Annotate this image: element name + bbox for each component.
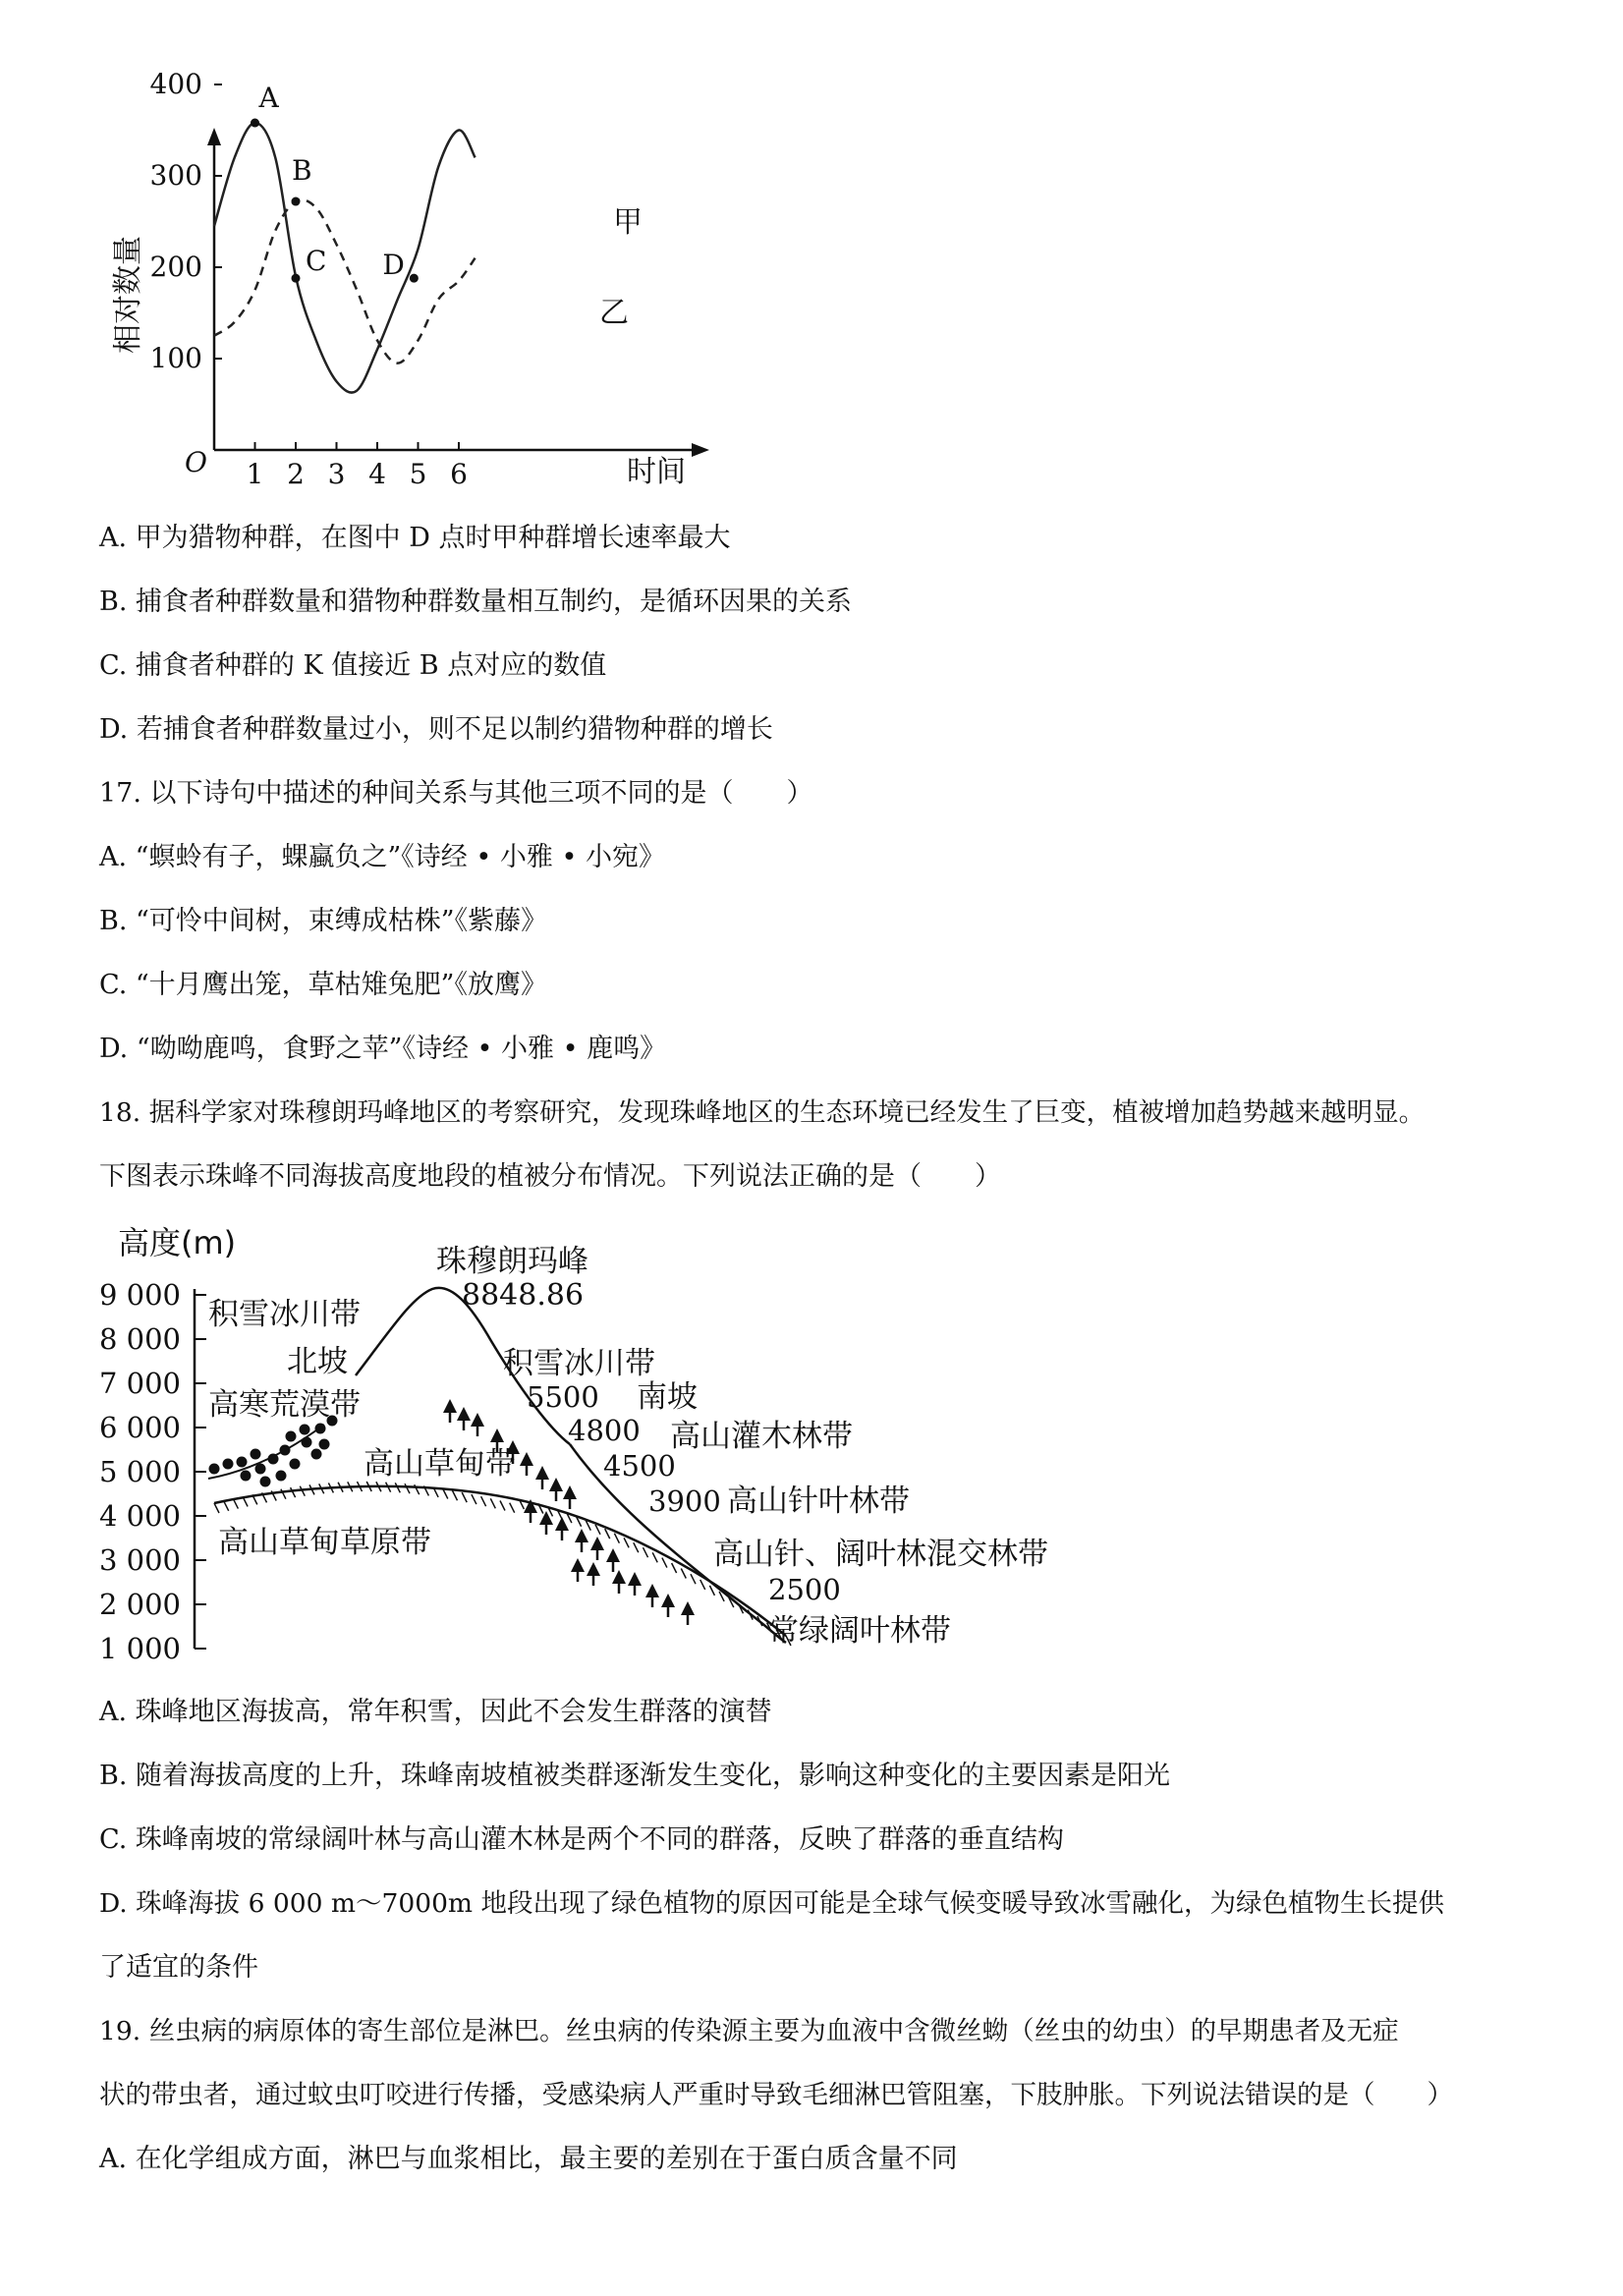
diagram-y-tick-label: 3 000 (98, 1543, 181, 1577)
point-b-marker (292, 197, 301, 206)
tree-icon (645, 1584, 659, 1597)
tree-icon (535, 1466, 549, 1480)
point-d-marker (410, 274, 419, 283)
q16-option-b: B. 捕食者种群数量和猎物种群数量相互制约，是循环因果的关系 (99, 587, 853, 617)
diagram-y-tick-label: 9 000 (98, 1278, 181, 1312)
south-slope-label: 南坡 (637, 1379, 698, 1415)
ground-hatch (624, 1538, 629, 1547)
point-d-label: D (382, 249, 405, 282)
ground-hatch (481, 1496, 486, 1506)
point-c-label: C (306, 245, 327, 278)
q18-option-c: C. 珠峰南坡的常绿阔叶林与高山灌木林是两个不同的群落，反映了群落的垂直结构 (99, 1824, 1064, 1855)
ground-hatch (614, 1534, 619, 1543)
q16-option-c: C. 捕食者种群的 K 值接近 B 点对应的数值 (99, 650, 607, 681)
chart-y-tick-label: 300 (149, 159, 202, 192)
ground-hatch (652, 1552, 657, 1562)
diagram-y-tick-label: 7 000 (98, 1367, 181, 1400)
q19-option-a: A. 在化学组成方面，淋巴与血浆相比，最主要的差别在于蛋白质含量不同 (99, 2144, 958, 2174)
north-label-desert: 高寒荒漠带 (208, 1387, 361, 1423)
tree-icon (661, 1594, 675, 1607)
diagram-y-tick-label: 6 000 (98, 1411, 181, 1444)
diagram-y-tick-label: 1 000 (98, 1632, 181, 1665)
q17-stem: 17. 以下诗句中描述的种间关系与其他三项不同的是（ ） (99, 778, 813, 809)
population-chart (98, 68, 727, 499)
diagram-y-tick-label: 8 000 (98, 1322, 181, 1356)
chart-origin: O (185, 446, 207, 478)
tree-icon (443, 1399, 457, 1413)
north-label-snow: 积雪冰川带 (208, 1297, 361, 1332)
tree-icon (457, 1407, 471, 1421)
north-label-steppe: 高山草甸草原带 (218, 1525, 431, 1560)
tree-icon (520, 1452, 533, 1466)
q17-option-b: B. “可怜中间树，束缚成枯株”《紫藤》 (99, 906, 548, 936)
chart-x-tick-label: 5 (409, 458, 427, 490)
south-label-evergreen: 常绿阔叶林带 (768, 1613, 951, 1649)
series-line-jia (214, 123, 476, 393)
point-b-label: B (292, 154, 312, 188)
south-height-4500: 4500 (603, 1449, 676, 1483)
desert-dot (286, 1431, 297, 1442)
diagram-y-tick-label: 4 000 (98, 1499, 181, 1533)
ground-hatch (233, 1499, 238, 1509)
q18-option-d-line2: 了适宜的条件 (99, 1952, 258, 1983)
q18-stem-line1: 18. 据科学家对珠穆朗玛峰地区的考察研究，发现珠峰地区的生态环境已经发生了巨变，植被增加趋势越来越明显。 (99, 1097, 1426, 1128)
ground-hatch (462, 1492, 467, 1502)
tree-icon (587, 1562, 600, 1576)
point-c-marker (292, 274, 301, 283)
q17-option-a: A. “螟蛉有子，蜾蠃负之”《诗经 • 小雅 • 小宛》 (99, 842, 665, 872)
diagram-y-tick-label: 5 000 (98, 1455, 181, 1488)
q19-stem-line2: 状的带虫者，通过蚊虫叮咬进行传播，受感染病人严重时导致毛细淋巴管阻塞，下肢肿胀。下列说法错误的是（ ） (99, 2080, 1453, 2110)
chart-y-arrow (207, 128, 221, 145)
chart-x-tick-label: 1 (246, 458, 264, 490)
chart-y-label: 相对数量 (111, 236, 145, 354)
q18-option-d-line1: D. 珠峰海拔 6 000 m～7000m 地段出现了绿色植物的原因可能是全球气候变暖导致冰雪融化，为绿色植物生长提供 (99, 1888, 1444, 1919)
q16-option-a: A. 甲为猎物种群，在图中 D 点时甲种群增长速率最大 (99, 523, 731, 553)
tree-icon (563, 1485, 577, 1499)
tree-icon (471, 1413, 484, 1427)
chart-y-tick-label: 100 (149, 342, 202, 374)
tree-icon (612, 1570, 626, 1584)
series-line-yi (214, 199, 476, 363)
ground-hatch (644, 1547, 648, 1557)
diagram-axis-title: 高度(m) (118, 1224, 237, 1261)
south-label-conifer: 高山针叶林带 (727, 1484, 910, 1519)
ground-hatch (691, 1574, 696, 1584)
desert-dot (276, 1471, 287, 1482)
series-label-jia: 甲 (613, 205, 643, 240)
tree-icon (590, 1537, 604, 1550)
desert-dot (237, 1457, 248, 1468)
chart-x-tick-label: 6 (450, 458, 468, 490)
mountain-vegetation-diagram (98, 1218, 1100, 1670)
south-height-2500: 2500 (768, 1573, 841, 1606)
q17-option-d: D. “呦呦鹿鸣，食野之苹”《诗经 • 小雅 • 鹿鸣》 (99, 1034, 667, 1064)
desert-dot (311, 1449, 322, 1460)
ground-hatch (214, 1503, 219, 1513)
north-label-meadow: 高山草甸带 (364, 1446, 516, 1482)
chart-x-tick-label: 2 (287, 458, 305, 490)
ground-hatch (224, 1501, 229, 1511)
chart-y-tick-label: 400 (149, 68, 202, 100)
tree-icon (490, 1428, 504, 1442)
tree-icon (549, 1478, 563, 1491)
point-a-label: A (258, 82, 279, 115)
desert-dot (319, 1439, 330, 1450)
q19-stem-line1: 19. 丝虫病的病原体的寄生部位是淋巴。丝虫病的传染源主要为血液中含微丝蚴（丝虫的幼虫）的早期患者及无症 (99, 2016, 1399, 2046)
south-label-mixed: 高山针、阔叶林混交林带 (713, 1537, 1048, 1572)
ground-hatch (472, 1494, 476, 1504)
ground-hatch (510, 1503, 515, 1513)
peak-height: 8848.86 (462, 1278, 585, 1313)
q16-option-d: D. 若捕食者种群数量过小，则不足以制约猎物种群的增长 (99, 714, 773, 745)
ground-hatch (700, 1580, 705, 1590)
ground-hatch (490, 1498, 495, 1508)
south-height-3900: 3900 (648, 1484, 721, 1518)
desert-dot (300, 1425, 310, 1435)
desert-dot (290, 1459, 301, 1470)
desert-dot (241, 1471, 252, 1482)
south-label-snow: 积雪冰川带 (503, 1346, 655, 1381)
peak-name: 珠穆朗玛峰 (436, 1244, 588, 1279)
ground-hatch (634, 1542, 639, 1552)
q18-stem-line2: 下图表示珠峰不同海拔高度地段的植被分布情况。下列说法正确的是（ ） (99, 1161, 1001, 1192)
q17-option-c: C. “十月鹰出笼，草枯雉兔肥”《放鹰》 (99, 970, 547, 1000)
series-label-yi: 乙 (599, 296, 629, 330)
desert-dot (209, 1464, 220, 1475)
chart-x-tick-label: 4 (368, 458, 386, 490)
chart-y-tick-label: 200 (149, 251, 202, 283)
tree-icon (606, 1548, 620, 1562)
q18-option-a: A. 珠峰地区海拔高，常年积雪，因此不会发生群落的演替 (99, 1697, 772, 1727)
chart-x-arrow (692, 443, 709, 457)
desert-dot (223, 1459, 234, 1470)
point-a-marker (251, 119, 259, 128)
diagram-y-tick-label: 2 000 (98, 1588, 181, 1621)
tree-icon (681, 1601, 695, 1615)
ground-hatch (405, 1484, 410, 1493)
ground-hatch (453, 1490, 458, 1500)
ground-hatch (672, 1563, 677, 1573)
chart-x-label: 时间 (627, 455, 686, 489)
tree-icon (555, 1517, 569, 1531)
tree-icon (628, 1572, 642, 1586)
desert-dot (260, 1477, 271, 1487)
ground-hatch (291, 1487, 296, 1497)
north-slope-label: 北坡 (287, 1344, 348, 1379)
south-label-shrub: 高山灌木林带 (670, 1419, 853, 1454)
ground-hatch (500, 1500, 505, 1510)
ground-hatch (681, 1569, 686, 1579)
q18-option-b: B. 随着海拔高度的上升，珠峰南坡植被类群逐渐发生变化，影响这种变化的主要因素是阳光 (99, 1761, 1171, 1791)
chart-x-tick-label: 3 (327, 458, 346, 490)
south-height-4800: 4800 (568, 1414, 641, 1447)
ground-hatch (605, 1529, 610, 1539)
tree-icon (571, 1558, 585, 1572)
south-height-5500: 5500 (527, 1380, 599, 1414)
tree-icon (575, 1529, 588, 1542)
desert-dot (251, 1449, 261, 1460)
ground-hatch (709, 1586, 714, 1596)
ground-hatch (662, 1558, 667, 1568)
